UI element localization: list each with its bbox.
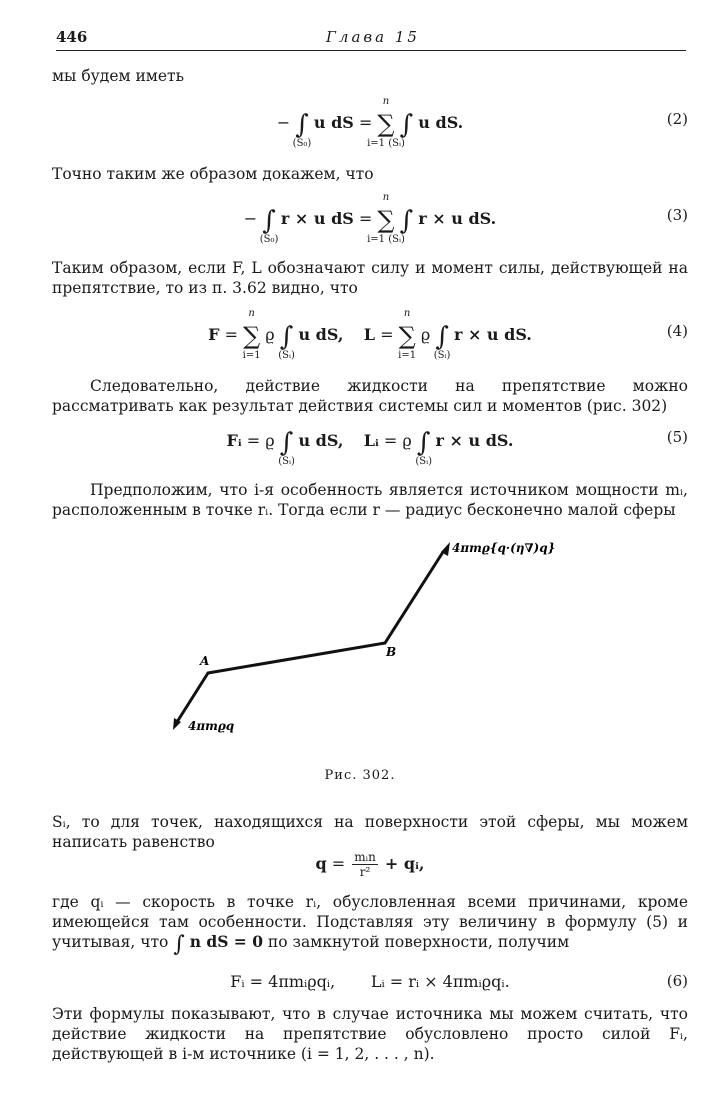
equation-4 — [52, 308, 688, 361]
sum-sign: ∑ — [243, 322, 261, 350]
denominator: r² — [359, 865, 371, 879]
segment-a-bottom — [177, 673, 208, 722]
lower-limit: (S₀) — [259, 234, 279, 245]
equation-3-body — [52, 192, 688, 245]
label-bottom: 4πmϱq — [188, 719, 235, 733]
force-symbol: F — [208, 325, 220, 344]
paragraph-7-part-a: где qᵢ — скорость в точке rᵢ, обусловленная всеми причинами, кроме имеющейся там особенности. Подставляя эту величину в формулу (5) и учитывая, что — [52, 893, 688, 951]
paragraph-7 — [52, 892, 688, 955]
equation-3 — [52, 192, 688, 245]
sum-sign: ∑ — [377, 110, 395, 138]
equals-sign: = — [224, 325, 238, 344]
moment-integrand: r × u dS. — [435, 431, 514, 450]
equation-5-body — [52, 428, 688, 467]
label-b: B — [386, 645, 397, 659]
fraction — [352, 850, 378, 879]
sum-lower: i=1 — [398, 350, 417, 361]
integral-sign: ∫ — [416, 428, 431, 458]
int-lower: (Sᵢ) — [278, 456, 295, 467]
equation-q — [52, 848, 688, 884]
sum-lower: i=1 (Sᵢ) — [367, 138, 405, 149]
rhs-integrand: r × u dS. — [418, 209, 497, 228]
equation-number: (5) — [666, 428, 688, 446]
equation-5 — [52, 418, 688, 467]
force-integrand: u dS, — [298, 325, 344, 344]
rhs-integrand: u dS. — [418, 113, 464, 132]
paragraph-7-part-b: по замкнутой поверхности, получим — [267, 933, 570, 951]
sum-lower: i=1 — [242, 350, 261, 361]
sum-sign: ∑ — [377, 206, 395, 234]
figure-302 — [160, 530, 600, 745]
paragraph-2: Точно таким же образом докажем, что — [52, 165, 374, 183]
label-a: A — [200, 654, 210, 668]
equation-number: (3) — [666, 206, 688, 224]
force-integrand: u dS, — [298, 431, 344, 450]
equals-sign: = — [331, 854, 346, 873]
equation-2 — [52, 96, 688, 149]
lower-limit: (S₀) — [292, 138, 312, 149]
integral-sign: ∫ — [262, 206, 276, 236]
segment-b-top — [385, 552, 443, 643]
integral-sign: ∫ — [279, 322, 294, 352]
moment-integrand: r × u dS. — [453, 325, 532, 344]
chapter-title: Глава 15 — [326, 28, 420, 46]
paragraph-3: Таким образом, если F, L обозначают силу и момент силы, действующей на препятствие, то из п. 3.62 видно, что — [52, 259, 688, 297]
rho: ϱ — [265, 431, 275, 450]
int-lower: (Sᵢ) — [433, 350, 451, 361]
equation-number: (2) — [666, 110, 688, 128]
rho: ϱ — [265, 325, 275, 344]
sum-upper: n — [382, 96, 390, 107]
equals-sign: = — [246, 431, 261, 450]
moment-symbol: L — [363, 325, 375, 344]
integral-sign: ∫ — [399, 110, 414, 140]
integrand: u dS — [313, 113, 354, 132]
paragraph-4: Следовательно, действие жидкости на препятствие можно рассматривать как результат действия системы сил и моментов (рис. 302) — [52, 377, 688, 415]
page-number: 446 — [56, 28, 88, 46]
page-header — [56, 28, 686, 51]
force-i-symbol: Fᵢ — [226, 431, 242, 450]
equals-sign: = — [383, 431, 398, 450]
paragraph-5: Предположим, что i-я особенность является источником мощности mᵢ, расположенным в точке rᵢ. Тогда если r — радиус бесконечно малой сферы — [52, 481, 688, 519]
equation-4-body — [52, 308, 688, 361]
numerator: mᵢn — [354, 850, 376, 864]
minus-sign: − — [276, 113, 291, 132]
figure-diagram — [160, 530, 600, 745]
paragraph-6: Sᵢ, то для точек, находящихся на поверхности этой сферы, мы можем написать равенство — [52, 813, 688, 851]
rho: ϱ — [420, 325, 431, 344]
integrand: r × u dS — [280, 209, 354, 228]
equation-number: (6) — [666, 972, 688, 990]
rho: ϱ — [402, 431, 412, 450]
int-lower: (Sᵢ) — [278, 350, 295, 361]
equals-sign: = — [380, 325, 394, 344]
minus-sign: − — [243, 209, 258, 228]
sum-upper: n — [248, 308, 255, 319]
segment-ab — [208, 643, 385, 673]
sum-sign: ∑ — [398, 322, 416, 350]
int-lower: (Sᵢ) — [415, 456, 433, 467]
q-symbol: q — [315, 854, 327, 873]
moment-result: Lᵢ = rᵢ × 4πmᵢϱqᵢ. — [370, 972, 510, 991]
equation-2-body — [52, 96, 688, 149]
sum-upper: n — [382, 192, 390, 203]
paragraph-1: мы будем иметь — [52, 67, 185, 85]
equation-number: (4) — [666, 322, 688, 340]
equals-sign: = — [358, 209, 373, 228]
integral-sign: ∫ — [295, 110, 309, 140]
moment-i-symbol: Lᵢ — [363, 431, 379, 450]
force-result: Fᵢ = 4πmᵢϱqᵢ, — [230, 972, 336, 991]
integral-sign: ∫ — [435, 322, 449, 352]
paragraph-8: Эти формулы показывают, что в случае источника мы можем считать, что действие жидкости на препятствие обусловлено просто силой Fᵢ, действующей в i-м источнике (i = 1, 2, . . . , n). — [52, 1005, 688, 1063]
equation-q-body — [52, 850, 688, 879]
equals-sign: = — [358, 113, 373, 132]
rest-term: + qᵢ, — [384, 854, 425, 873]
sum-upper: n — [403, 308, 411, 319]
sum-lower: i=1 (Sᵢ) — [367, 234, 405, 245]
closed-integral: n dS = 0 — [189, 932, 263, 951]
integral-sign: ∫ — [279, 428, 294, 458]
integral-sign: ∫ — [173, 932, 185, 957]
integral-sign: ∫ — [399, 206, 414, 236]
label-top: 4πmϱ{q·(η∇)q} — [452, 541, 556, 555]
figure-caption: Рис. 302. — [324, 768, 396, 783]
equation-6 — [52, 962, 688, 1002]
equation-6-body — [52, 972, 688, 991]
